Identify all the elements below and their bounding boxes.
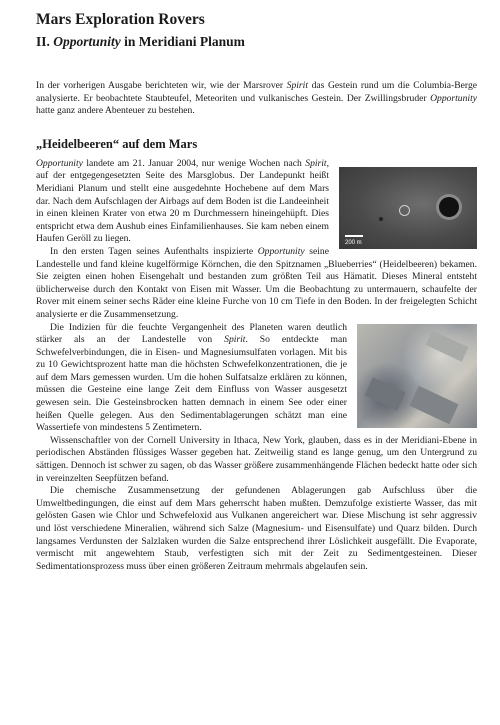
section-heading: „Heidelbeeren“ auf dem Mars xyxy=(36,136,198,151)
p3-spirit: Spirit xyxy=(224,334,246,346)
crater-satellite-image xyxy=(339,167,477,249)
p1-text-2: , auf der entgegengesetzten Seite des Marsglobus. Der Landepunkt heißt Meridiani Planum und stellt eine ausgedehnte Hochebene auf dem Mars dar. Nach dem Aufschlagen der Airbags auf dem Boden ist die Landeeinheit in einen kleinen Krater von etwa 20 m Durchmessern hineingehüpft. Dies entspricht etwa dem Aushub eines Einfamilienhauses. Sie kam neben einem Haufen Geröll zu liegen. xyxy=(36,157,329,245)
p2-opportunity: Opportunity xyxy=(257,245,305,257)
intro-spirit: Spirit xyxy=(286,80,308,91)
small-crater xyxy=(399,205,410,216)
paragraph-blueberries xyxy=(36,246,477,322)
p1-opportunity: Opportunity xyxy=(36,157,83,169)
p2-text-2: seine Landestelle und fand kleine kugelförmige Körnchen, die den Spitznamen „Blueberries“ (Heidelbeeren) bekamen. Sie zeigten einen hohen Eisengehalt und bestanden zum größten Teil aus Hämatit. Dieses Mineral entsteht üblicherweise durch den Kontakt von Eisen mit Wasser. Um die Beobachtung zu untermauern, schaufelte der Rover mit einem seiner sechs Räder eine kleine Furche von 10 cm Tiefe in den Boden. In der freigelegten Schicht analysierte er die Zusammensetzung. xyxy=(36,245,477,320)
subtitle-rover-name: Opportunity xyxy=(53,34,121,49)
scale-bar xyxy=(345,235,363,237)
intro-opportunity: Opportunity xyxy=(430,92,477,104)
rock-fragment xyxy=(364,377,405,410)
p1-spirit: Spirit xyxy=(305,157,327,169)
intro-paragraph xyxy=(36,80,477,118)
scale-label: 200 m xyxy=(345,239,362,246)
p3-text-2: . So entdeckte man Schwefelverbindungen, die in Eisen- und Magnesiumsulfaten vorlagen. Mit bis zu 10 Gewichtsprozent hatte man die höchsten Schwefelkonzentrationen, die je auf dem Mars gemessen wurden. Um die hohen Sulfatsalze erklären zu können, müssen die Gesteine eine lange Zeit dem Einfluss von Wasser ausgesetzt gewesen sein. Die Gesteinsbrocken hatten demnach in einem See oder einer heißen Quelle gelegen. Aus den Sedimentablagerungen schätzt man eine Wassertiefe von mindestens 5 Zentimetern. xyxy=(36,334,348,434)
intro-text-2: das Gestein rund um die Columbia-Berge analysierte. Er beobachtete Staubteufel, Meteoriten und vulkanisches Gestein. Der Zwillingsbruder xyxy=(36,80,477,104)
paragraph-chemistry: Die chemische Zusammensetzung der gefundenen Ablagerungen gab Aufschluss über die Umweltbedingungen, die einst auf dem Mars geherrscht haben mußten. Demzufolge existierte Wasser, das mit gelösten Gasen wie Chlor und Schwefeloxid aus Vulkanen angereichert war. Diese Mischung ist sehr aggressiv und löst verschiedene Mineralien, während sich Salze (Magnesium- und Eisensulfate) und Quarz bilden. Durch langsames Verdunsten der Salzlaken wurden die Salze entsprechend ihrer Löslichkeit ausgefällt. Die Evaporate, vermischt mit angewehtem Staub, verfestigten sich mit der Zeit zu Sedimentgesteinen. Dieser Sedimentationsprozess muss über einen größeren Zeitraum mehrmals abgelaufen sein. xyxy=(36,485,477,572)
rock-surface-image xyxy=(357,324,477,428)
rock-fragment xyxy=(425,330,468,361)
intro-text-1: In der vorherigen Ausgabe berichteten wir, wie der Marsrover xyxy=(36,80,287,91)
subtitle-suffix: in Meridiani Planum xyxy=(120,34,245,49)
p1-text-1: landete am 21. Januar 2004, nur wenige Wochen nach xyxy=(82,157,306,169)
landing-crater xyxy=(379,217,383,221)
rock-fragment xyxy=(409,385,458,424)
large-crater xyxy=(439,197,459,217)
paragraph-cornell: Wissenschaftler von der Cornell University in Ithaca, New York, glauben, dass es in der Meridiani-Ebene in periodischen Abständen flüssiges Wasser gegeben hat. Zeitweilig stand es lange genug, um den Untergrund zu sättigen. Dennoch ist schwer zu sagen, ob das Wasser größere zusammenhängende Flächen bedeckt hatte oder sich in vereinzelten Seepfützen befand. xyxy=(36,434,477,484)
subtitle-prefix: II. xyxy=(36,34,54,49)
intro-text-3: hatte ganz andere Abenteuer zu bestehen. xyxy=(36,105,195,117)
p2-text-1: In den ersten Tagen seines Aufenthalts inspizierte xyxy=(50,245,258,257)
article-subtitle xyxy=(36,34,477,50)
article-title: Mars Exploration Rovers xyxy=(36,11,205,28)
p3-text-1: Die Indizien für die feuchte Vergangenheit des Planeten waren deutlich stärker als an der Landestelle von xyxy=(36,321,347,346)
